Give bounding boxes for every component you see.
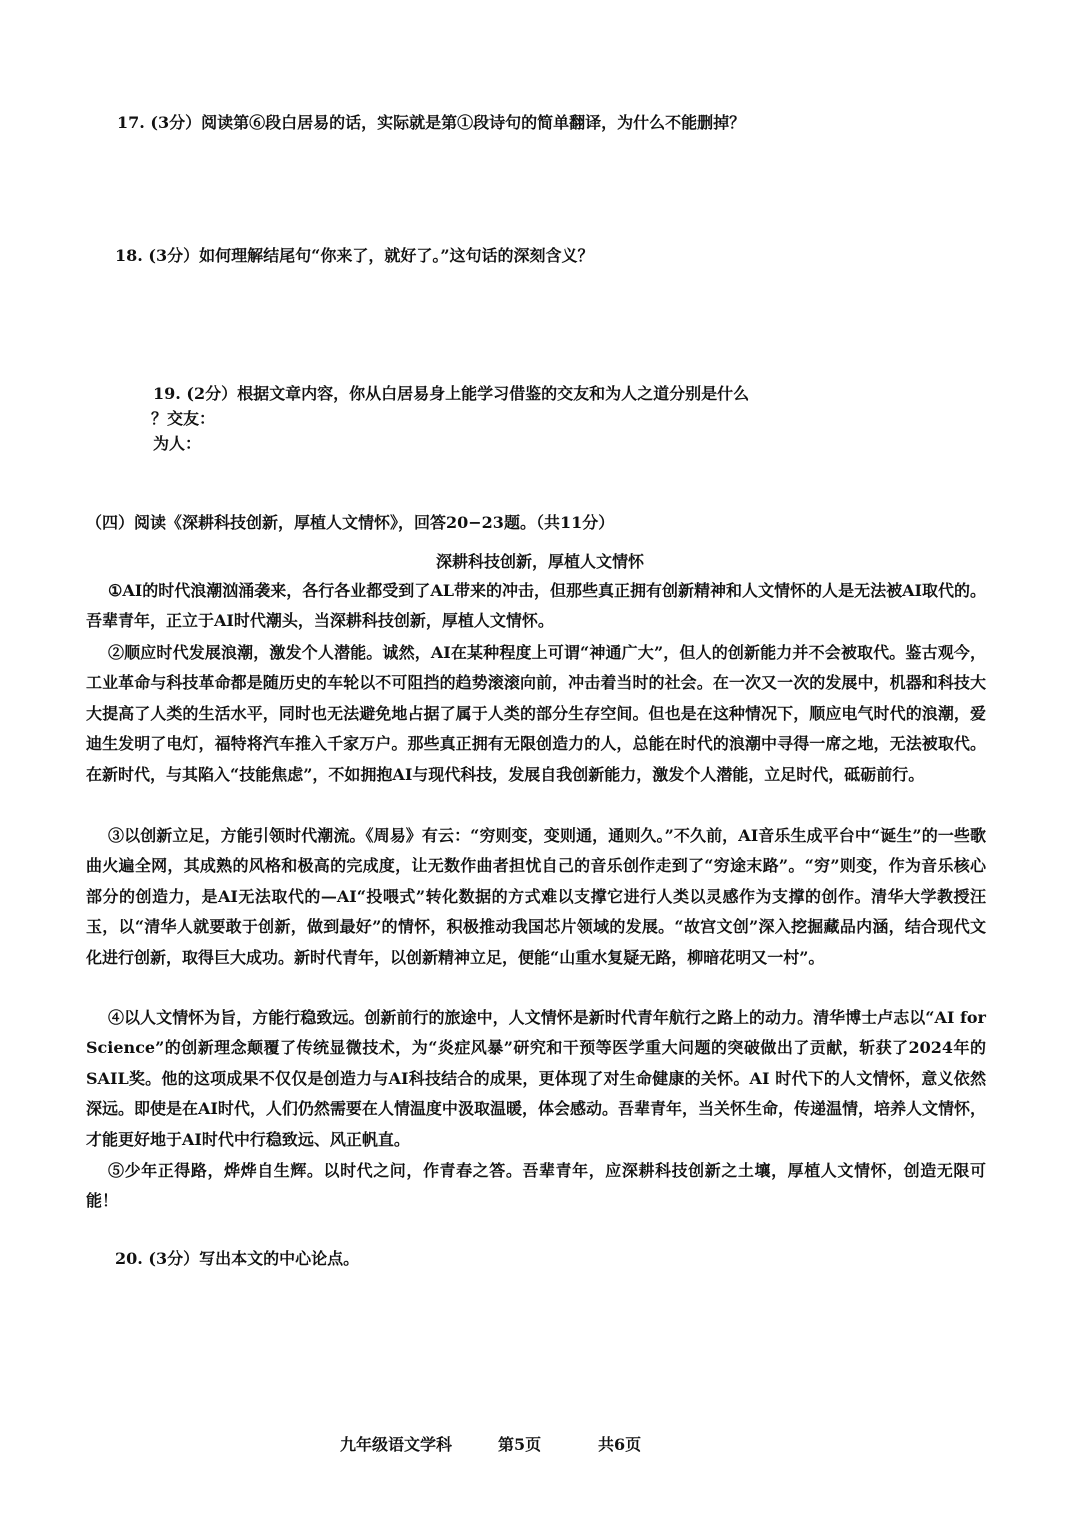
question-18: 18. (3分）如何理解结尾句“你来了，就好了。”这句话的深刻含义？ [115,246,594,265]
question-20: 20. (3分）写出本文的中心论点。 [115,1249,360,1268]
article-paragraph-4: ④以人文情怀为旨，方能行稳致远。创新前行的旅途中，人文情怀是新时代青年航行之路上的动力。清华博士卢志以“AI for Science”的创新理念颠覆了传统显微技术，为“炎症风暴”研究和干预等医学重大问题的突破做出了贡献，斩获了2024年的SAIL奖。他的这项成果不仅仅是创造力与AI科技结合的成果，更体现了对生命健康的关怀。AI 时代下的人文情怀，意义依然深远。即使是在AI时代，人们仍然需要在人情温度中汲取温暖，体会感动。吾辈青年，当关怀生命，传递温情，培养人文情怀，才能更好地于AI时代中行稳致远、风正帆直。 [86,1008,986,1149]
footer-subject: 九年级语文学科 [340,1435,453,1454]
article-paragraph-5: ⑤少年正得路，烨烨自生辉。以时代之问，作青春之答。吾辈青年，应深耕科技创新之土壤，厚植人文情怀，创造无限可能！ [86,1161,986,1211]
article-paragraph-2: ②顺应时代发展浪潮，激发个人潜能。诚然，AI在某种程度上可谓“神通广大”，但人的创新能力并不会被取代。鉴古观今，工业革命与科技革命都是随历史的车轮以不可阻挡的趋势滚滚向前，冲击着当时的社会。在一次又一次的发展中，机器和科技大大提高了人类的生活水平，同时也无法避免地占据了属于人类的部分生存空间。但也是在这种情况下，顺应电气时代的浪潮，爱迪生发明了电灯，福特将汽车推入千家万户。那些真正拥有无限创造力的人，总能在时代的浪潮中寻得一席之地，无法被取代。在新时代，与其陷入“技能焦虑”，不如拥抱AI与现代科技，发展自我创新能力，激发个人潜能，立足时代，砥砺前行。 [86,643,986,784]
question-17: 17. (3分）阅读第⑥段白居易的话，实际就是第①段诗句的简单翻译，为什么不能删掉？ [117,113,746,132]
footer-page-number: 第5页 [498,1435,542,1454]
question-19-line-3: 为人： [153,434,202,453]
section-heading: （四）阅读《深耕科技创新，厚植人文情怀》，回答20−23题。（共11分） [86,513,615,532]
article-title: 深耕科技创新，厚植人文情怀 [435,552,644,571]
article-paragraph-1: ①AI的时代浪潮汹涌袭来，各行各业都受到了AL带来的冲击，但那些真正拥有创新精神和人文情怀的人是无法被AI取代的。吾辈青年，正立于AI时代潮头，当深耕科技创新，厚植人文情怀。 [86,581,986,631]
article-paragraph-3: ③以创新立足，方能引领时代潮流。《周易》有云：“穷则变，变则通，通则久。”不久前，AI音乐生成平台中“诞生”的一些歌曲火遍全网，其成熟的风格和极高的完成度，让无数作曲者担忧自己的音乐创作走到了“穷途末路”。“穷”则变，作为音乐核心部分的创造力，是AI无法取代的—AI“投喂式”转化数据的方式难以支撑它进行人类以灵感作为支撑的创作。清华大学教授汪玉，以“清华人就要敢于创新，做到最好”的情怀，积极推动我国芯片领域的发展。“故宫文创”深入挖掘藏品内涵，结合现代文化进行创新，取得巨大成功。新时代青年，以创新精神立足，便能“山重水复疑无路，柳暗花明又一村”。 [86,826,986,967]
question-19-line-1: 19. (2分）根据文章内容，你从白居易身上能学习借鉴的交友和为人之道分别是什么 [153,384,750,403]
footer-total-pages: 共6页 [598,1435,642,1454]
question-19-line-2: ？交友： [151,409,216,428]
